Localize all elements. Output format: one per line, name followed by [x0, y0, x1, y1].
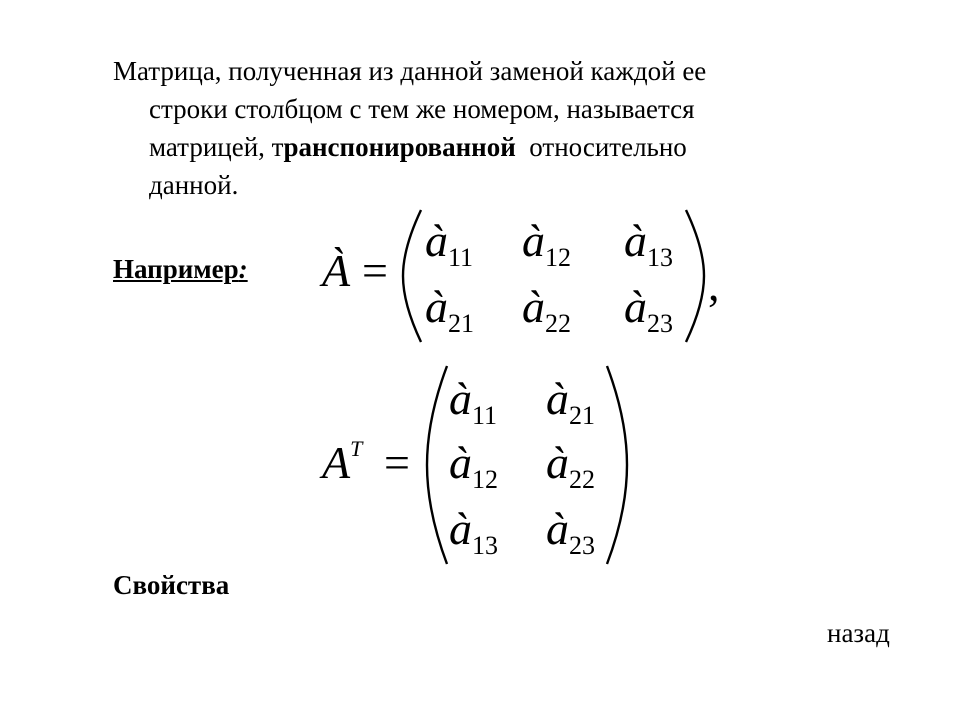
matrix-a-cell-23: $à_{23}$ [624, 281, 673, 338]
matrix-at-cell-21: $à_{21}$ [546, 373, 595, 430]
matrix-a-equals: = [362, 245, 388, 296]
matrix-at-cell-12: $à_{12}$ [449, 437, 498, 494]
definition-line-1: Матрица, полученная из данной заменой каждой ее [113, 56, 707, 86]
matrix-at-equals: = [384, 437, 410, 488]
matrix-at-cell-13: $à_{13}$ [449, 503, 498, 560]
matrix-at-cell-11: $à_{11}$ [449, 373, 498, 430]
matrix-a-name: À [322, 245, 351, 296]
matrix-at-cell-23: $à_{23}$ [546, 503, 595, 560]
matrix-a-cell-13: $à_{13}$ [624, 215, 673, 272]
matrix-at-right-paren [604, 364, 630, 566]
transpose-superscript: T [350, 436, 363, 461]
definition-term: ранспонированной [283, 132, 516, 162]
matrix-a-cell-22: $à_{22}$ [522, 281, 571, 338]
definition-line-3-start: матрицей, т [149, 132, 284, 162]
matrix-at-left-paren [424, 364, 450, 566]
example-label-colon: : [238, 254, 248, 284]
matrix-a-cell-11: $à_{11}$ [425, 215, 474, 272]
properties-link[interactable]: Свойства [113, 570, 230, 600]
matrix-a-cell-12: $à_{12}$ [522, 215, 571, 272]
example-label-text: Например [113, 254, 239, 284]
definition-line-4: данной. [149, 170, 239, 200]
matrix-at-cell-22: $à_{22}$ [546, 437, 595, 494]
back-link[interactable]: назад [827, 618, 890, 648]
matrix-a-cell-21: $à_{21}$ [425, 281, 474, 338]
definition-line-2: строки столбцом с тем же номером, называется [149, 94, 695, 124]
definition-line-3-end: относительно [515, 132, 687, 162]
matrix-a-comma: , [708, 259, 720, 310]
matrix-at-name: $A^T$ [322, 436, 363, 488]
